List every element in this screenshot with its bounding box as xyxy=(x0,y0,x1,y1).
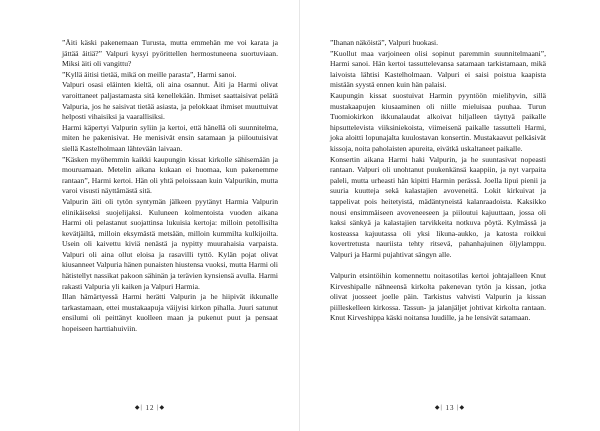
paragraph: ”Ihanan näköistä”, Valpuri huokasi. xyxy=(330,38,439,47)
paragraph: Konsertin aikana Harmi haki Valpurin, ja he suuntasivat nopeasti rantaan. Valpuri oli unohtanut puukenkänsä kaappiin, ja nyt varpaita paleli, mutta urheasti hän kipitti Harmin perässä. Joella lipui pienii ja suuria kuutteja sekä kalastajien avoveneitä. Lokit kirkuivat ja tappelivat pois heitetyistä, mädäntyneistä kalanraadoista. Kaksikko nousi ensimmäiseen avoveneeseen ja piiloutui kajuuttaan, jossa oli kaksi sänkyä ja kalastajien tarvikkeita notkuva pöytä. Kylmässä ja kosteassa kajuutassa oli yksi likuna-aukko, ja katosta roikkui kovertretusta nauriista tehty ritsevä, pahanhajuinen öljylamppu. Valpuri ja Harmi pujahtivat sängyn alle. xyxy=(330,154,546,259)
page-number-text: 13 xyxy=(445,404,455,412)
paragraph: Valpuri osasi eläinten kieltä, oli aina osannut. Äiti ja Harmi olivat varoittaneet paljastamasta sitä kenellekään. Ihmiset saattaisivat pelätä Valpuria, jos he saisivat tietää asiasta, ja pelokkaat ihmiset muuttuivat helposti vihaisiksi ja vaarallisiksi. xyxy=(62,80,278,122)
paragraph: Valpurin etsintöihin komennettu noitasotilas kertoi johtajalleen Knut Kirveshipalle nähneensä kirkolta pakenevan tytön ja kissan, jotka olivat juosseet joelle päin. Tarkistus vahvisti Valpurin ja kissan piilleskelleen kirkossa. Tassun- ja jalanjäljet johtivat kirkolta rantaan. Knut Kirveshippa käski noitansa luudille, ja he lensivät satamaan. xyxy=(330,271,546,323)
paragraph: ”Kuollut maa varjoineen olisi sopinut paremmin suunnitelmaani”, Harmi sanoi. Hän kertoi tassuttelevansa satamaan tarkistamaan, mikä laivoista lähtisi Kastelholmaan. Valpuri ei saisi poistua kaapista mistään syystä ennen kuin hän palaisi. xyxy=(330,48,546,90)
right-page-body xyxy=(330,38,546,324)
page-number-text: 12 xyxy=(145,404,155,412)
page-number xyxy=(300,404,600,412)
left-page-body xyxy=(62,38,278,335)
paragraph: ”Kyllä äitisi tietää, mikä on meille parasta”, Harmi sanoi. xyxy=(62,69,237,79)
right-page xyxy=(300,0,600,431)
folio-ornament-right-icon: |◆ xyxy=(457,405,466,411)
folio-ornament-left-icon: ◆| xyxy=(134,405,143,411)
folio-ornament-right-icon: |◆ xyxy=(157,405,166,411)
paragraph: ”Äiti käski pakenemaan Turusta, mutta emmehän me voi karata ja jättää äitiä?” Valpuri kysyi pyörittellen hermostuneena suortuviaan. Miksi äiti oli vangittu? xyxy=(62,38,278,69)
page-number xyxy=(0,404,300,412)
paragraph: Illan hämärtyessä Harmi herätti Valpurin ja he hiipivät ikkunalle tarkastamaan, ettei mustakaapuja väijyisi kirkon pihalla. Juuri satunut ensilumi oli peittänyt kuolleen maan ja pukenut puut ja pensaat hopeiseen harttiahuiviin. xyxy=(62,292,278,334)
paragraph: Harmi käpertyi Valpurin syliin ja kertoi, että hänellä oli suunnitelma, miten he pakenisivat. He menisivät ensin satamaan ja piiloutuisivat siellä Kastelholmaan lähtevään laivaan. xyxy=(62,122,278,153)
paragraph: Valpurin äiti oli tytön syntymän jälkeen pyytänyt Harmia Valpurin elinikäiseksi suojelijaksi. Kuluneen kolmentoista vuoden aikana Harmi oli pelastanut suojattinsa lukuisia kertoja: milloin petollisilta kevätjäiltä, milloin eksymästä metsään, milloin kummilta kulkijoilta. Usein oli kaivettu kiviä nenästä ja nypitty muurahaisia varpaista. Valpuri oli aina ollut eloisa ja rasavilli tyttö. Kylän pojat olivat kiusanneet Valpuria hänen punaisten hiustensa vuoksi, mutta Harmi oli hätistellyt nassikat pakoon sähinän ja terävien kynsiensä avulla. Harmi rakasti Valpuria yli kaiken ja Valpuri Harmia. xyxy=(62,196,278,291)
paragraph: Kaupungin kissat suostuivat Harmin pyyntöön mielihyvin, sillä mustakaapujen kiusaaminen oli niille mieluisaa puuhaa. Turun Tuomiokirkon ikkunalaudat alkoivat hiljalleen täyttyä paikalle hipsuttelevista viiksiniekoista, viimeisenä paikalle tassutteli Harmi, joka aloitti lopunajalta kuulostavan konsertin. Mustakaavut pelkäsivät kissoja, noita paholaisten apureita, eivätkä uskaltaneet paikalle. xyxy=(330,90,546,153)
paragraph: ”Käsken myöhemmin kaikki kaupungin kissat kirkolle sähisemään ja mouruamaan. Metelin aikana kukaan ei huomaa, kun pakenemme rantaan”, Harmi kertoi. Hän oli yhtä peloissaan kuin Valpurikin, mutta varoi visusti näyttämästä sitä. xyxy=(62,154,278,196)
folio-ornament-left-icon: ◆| xyxy=(434,405,443,411)
